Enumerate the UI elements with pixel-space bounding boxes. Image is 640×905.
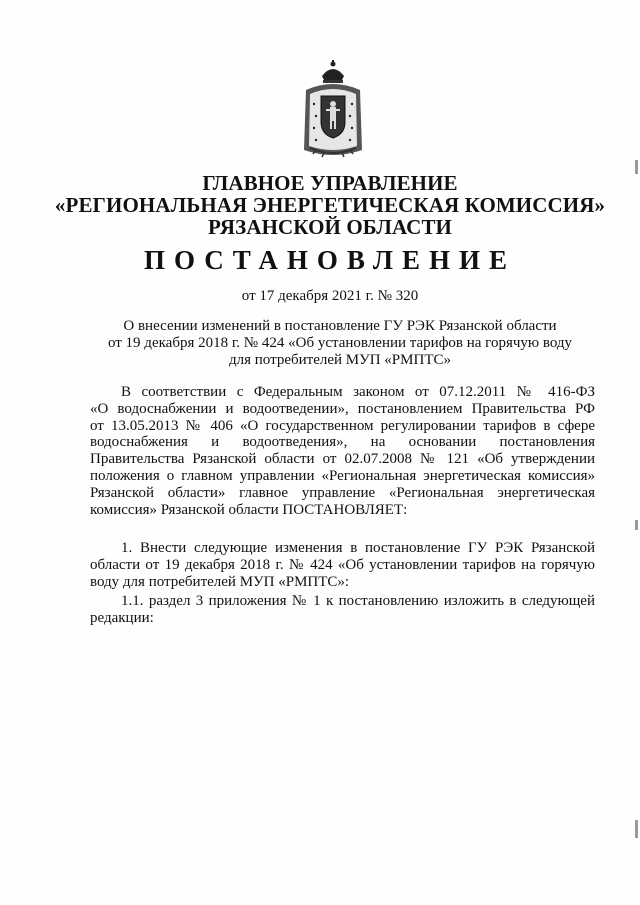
paragraph-line: положения о главном управлении «Региональная энергетическая комиссия» [90,467,595,484]
paragraph-line: 1.1. раздел 3 приложения № 1 к постановлению изложить в следующей [121,593,595,609]
subject-line: О внесении изменений в постановление ГУ РЭК Рязанской области [123,318,557,334]
document-date-number: от 17 декабря 2021 г. № 320 [241,288,419,304]
scan-edge-mark [635,820,638,838]
org-title-line-1: ГЛАВНОЕ УПРАВЛЕНИЕ [202,171,458,195]
paragraph-line: водоснабжения и водоотведения», на основании постановления [90,434,595,451]
org-title-line-3: РЯЗАНСКОЙ ОБЛАСТИ [208,215,452,239]
document-type-heading: ПОСТАНОВЛЕНИЕ [143,245,517,275]
scan-edge-mark [635,520,638,530]
paragraph-line: от 13.05.2013 № 406 «О государственном регулировании тарифов в сфере [90,417,595,434]
paragraph-line: Правительства Рязанской области от 02.07.2008 № 121 «Об утверждении [90,451,595,468]
coat-of-arms-icon [296,58,370,162]
preamble-paragraph [90,384,595,518]
subject-line: от 19 декабря 2018 г. № 424 «Об установлении тарифов на горячую воду [107,335,573,351]
paragraph-line: области от 19 декабря 2018 г. № 424 «Об установлении тарифов на горячую [90,556,595,573]
item-1-1-paragraph [90,593,595,627]
scan-edge-mark [635,160,638,174]
paragraph-line: комиссия» Рязанской области ПОСТАНОВЛЯЕТ: [90,501,408,518]
subject-line: для потребителей МУП «РМПТС» [228,352,451,368]
item-1-paragraph [90,540,595,590]
org-title-line-2: «РЕГИОНАЛЬНАЯ ЭНЕРГЕТИЧЕСКАЯ КОМИССИЯ» [54,193,606,217]
document-subject [60,318,620,369]
paragraph-line: В соответствии с Федеральным законом от 07.12.2011 № 416-ФЗ [121,384,595,400]
paragraph-line: воду для потребителей МУП «РМПТС»: [90,573,350,590]
paragraph-line: «О водоснабжении и водоотведении», постановлением Правительства РФ [90,400,595,417]
paragraph-line: 1. Внести следующие изменения в постановление ГУ РЭК Рязанской [121,540,595,556]
paragraph-line: редакции: [90,609,154,626]
paragraph-line: Рязанской области» главное управление «Региональная энергетическая [90,484,595,501]
